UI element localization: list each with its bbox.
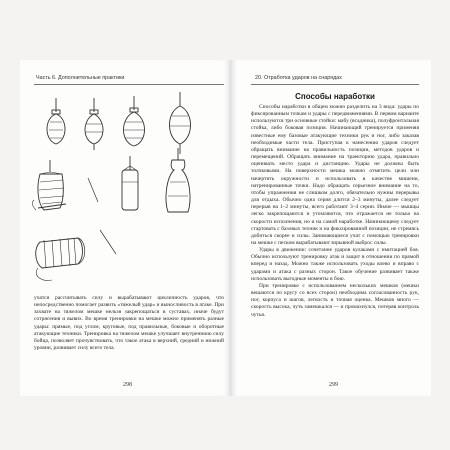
left-paragraph: учатся рассчитывать силу и вырабатывают цикличность ударов, что непосредственно помогает развить «тяжелый удар» и выносливость в атаке. При захвате на тяжелом мешке нельзя закрепощаться в суставах, иначе будут сотрясения и вывих. Во время тренировки на мешке можно применять разные удары: прямые, под углом, круговые, под правильные, боковые и оборотные атакующие техники. Тренировка на тяжелом мешке улучшает внутреннюю силу бойца, позволяет прочувствовать, что такое атака в верхний, средний и нижний уровни, развивает силу всего тела.: [34, 295, 224, 352]
right-paragraph-2: Удары в движении: сочетание ударов кулаками с имитацией боя. Обычно используют тренировку атак и защит в отношении по прямой вперед и назад. Можно также использовать уходы влево и вправо с ударами и атака с разных сторон. Такое обучение развивает также использовать выгодные моменты в бою.: [251, 247, 419, 282]
double-end-bag: [170, 92, 191, 154]
wall-bag-coil: [36, 238, 85, 280]
right-paragraph-1: Способы наработки в общем можно разделить на 3 вида: удары по фиксированным точкам и удары с передвижениями. В первом варианте используются три основные стойки: мабу (всадника), полуфронтальная стойка, либо боковая позиция. Начинающий тренируется применяя известные ему базовые атакующие техники рук и ног, либо заказав необходимые части тела. Приступая к нанесению ударов следует обращать внимание на правильность позиции, методов ударов и перемещений. Обращать внимание на траекторию удара, правильно оценивать место удара и дистанцию. Удары не должны быть толчковыми. На поверхности мешка можно отметить цели или начертить окружности и использовать в качестве мишени, натренированные точки. Надо обращать серьезное внимание на то, чтобы упражнения не слишком долго, обязательно нужны перерывы для отдыха. Обычно одна серия длится 2–3 минуты, далее следует перерыв на 1–2 минуты, всего работают 3–4 серии. Иначе — мышцы легко закрепощаются и утомляются, что отражается не только на скорости исполнения, но и на самой наработке. Начинающему следует стартовать с базовых техник и на фиксированной позиции, не стремясь добиться скорее и силы. Занимающиеся учат с помощью тренировки на мешке с песком вырабатывают взрывной выброс силы.: [251, 104, 419, 246]
speed-bag-2: [85, 98, 103, 150]
running-head-left: Часть 6. Дополнительные практики: [36, 75, 125, 81]
page-number-left: 298: [123, 382, 132, 388]
right-page: [231, 60, 431, 396]
running-head-right: 20. Отработка ударов на снарядах: [255, 75, 342, 81]
header-rule-left: [34, 84, 224, 85]
coil-bag: [32, 160, 66, 210]
left-page: [20, 60, 231, 396]
speed-bag-3: [124, 96, 145, 146]
rope-diagonal-1: [88, 178, 98, 202]
page-number-right: 299: [329, 382, 338, 388]
section-heading: Способы наработки: [295, 92, 375, 101]
sand-bag-sack: [166, 148, 190, 212]
header-rule-right: [251, 84, 419, 85]
right-body-text: [251, 104, 419, 319]
left-body-text: [34, 295, 224, 352]
right-paragraph-3: При тренировке с использованием нескольких мешков (мешки вешаются по кругу со всех сторон) необходима согласованность рук, ног, корпуса и шагов, легкость и точная оценка. Мешков много — скорость высока, чуть замешкался — и промахнулся, потеряв контроль чутья.: [251, 282, 419, 318]
speed-bag-1: [47, 98, 65, 144]
punching-bags-illustration: [30, 92, 226, 290]
rope-diagonal-2: [100, 230, 116, 254]
heavy-bag-cylinder: [122, 156, 138, 210]
